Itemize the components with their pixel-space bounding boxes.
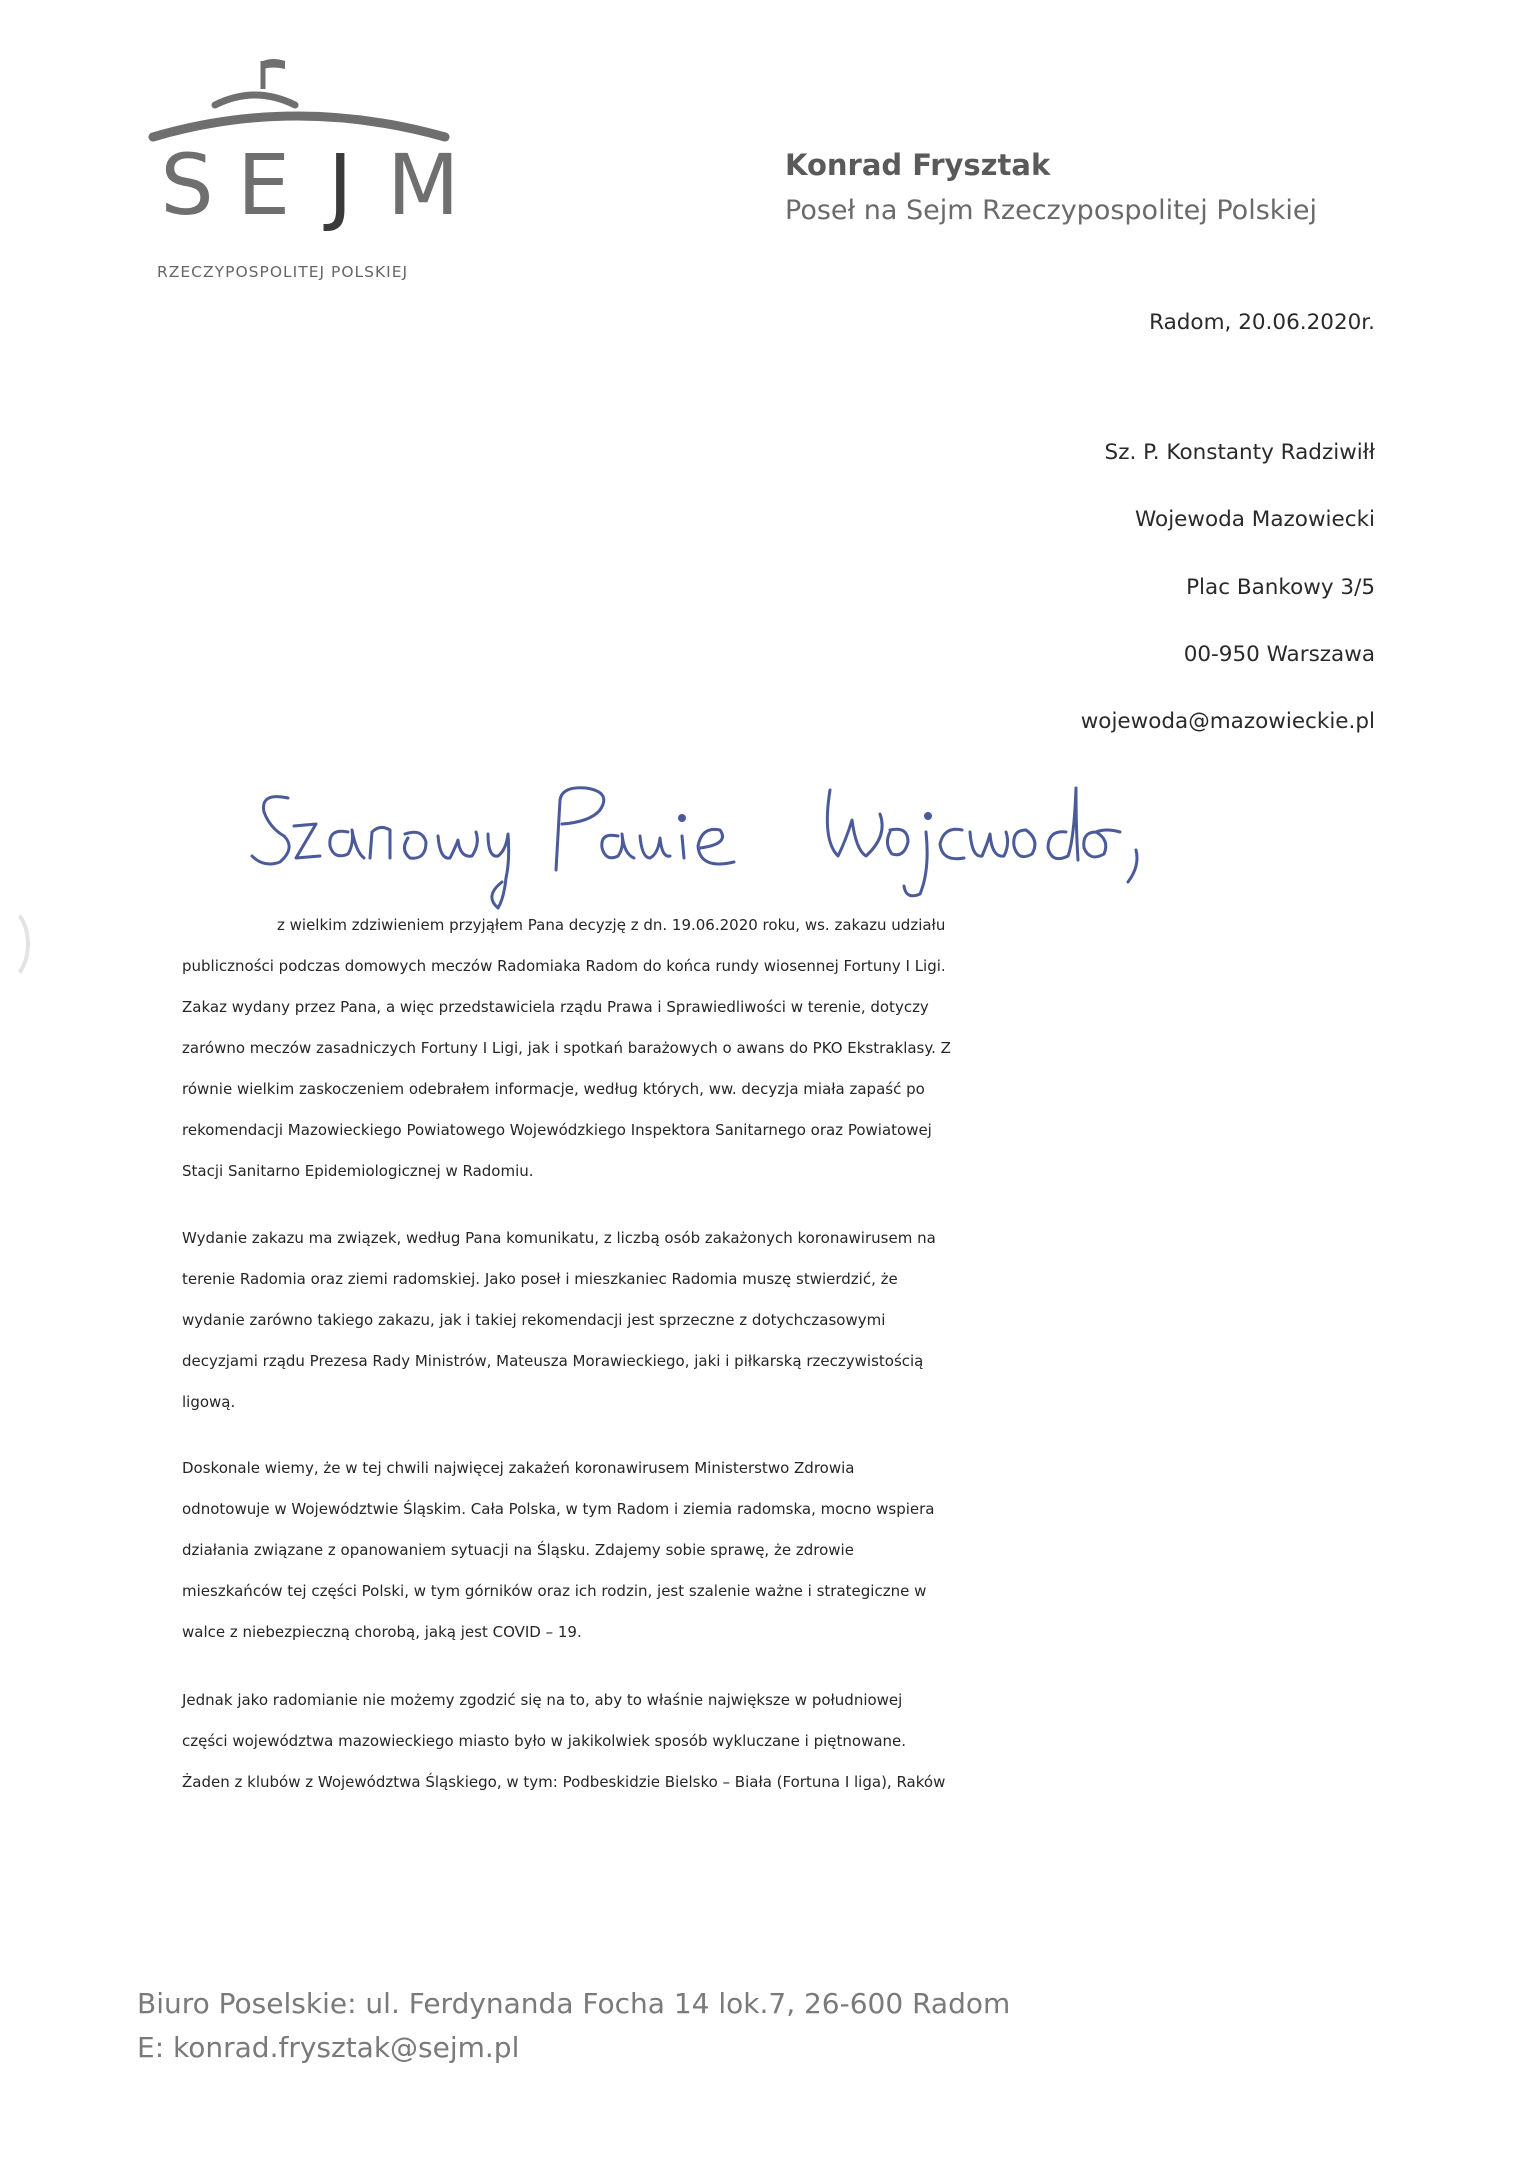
logo-letter: J — [327, 136, 353, 234]
logo-letter: E — [237, 136, 291, 234]
body-line: Wydanie zakazu ma związek, według Pana komunikatu, z liczbą osób zakażonych koronawirusem na — [182, 1229, 936, 1247]
letter-footer — [137, 1982, 1010, 2070]
sejm-logo — [145, 55, 460, 295]
recipient-street: Plac Bankowy 3/5 — [1186, 575, 1375, 600]
handwritten-greeting — [240, 770, 1300, 910]
sender-title: Poseł na Sejm Rzeczypospolitej Polskiej — [785, 195, 1318, 226]
recipient-position: Wojewoda Mazowiecki — [1135, 507, 1375, 532]
body-line: publiczności podczas domowych meczów Radomiaka Radom do końca rundy wiosennej Fortuny I Ligi. — [182, 957, 946, 975]
logo-subtitle: RZECZYPOSPOLITEJ POLSKIEJ — [157, 263, 409, 281]
body-line: Doskonale wiemy, że w tej chwili najwięcej zakażeń koronawirusem Ministerstwo Zdrowia — [182, 1459, 855, 1477]
body-line: równie wielkim zaskoczeniem odebrałem informacje, według których, ww. decyzja miała zapaść po — [182, 1080, 925, 1098]
sejm-wordmark — [157, 136, 460, 234]
sender-name: Konrad Frysztak — [785, 148, 1051, 182]
body-line: mieszkańców tej części Polski, w tym górników oraz ich rodzin, jest szalenie ważne i strategiczne w — [182, 1582, 927, 1600]
body-paragraph-4 — [182, 1680, 1382, 1803]
body-line: wydanie zarówno takiego zakazu, jak i takiej rekomendacji jest sprzeczne z dotychczasowymi — [182, 1311, 886, 1329]
body-paragraph-1 — [182, 905, 1382, 1192]
logo-letter: S — [160, 136, 214, 234]
body-line: odnotowuje w Województwie Śląskim. Cała Polska, w tym Radom i ziemia radomska, mocno wspiera — [182, 1500, 935, 1518]
body-line: decyzjami rządu Prezesa Rady Ministrów, Mateusza Morawieckiego, jaki i piłkarską rzeczywistością — [182, 1352, 924, 1370]
body-paragraph-3 — [182, 1448, 1382, 1653]
body-line: ligową. — [182, 1393, 236, 1411]
body-paragraph-2 — [182, 1218, 1382, 1423]
body-line: Żaden z klubów z Województwa Śląskiego, w tym: Podbeskidzie Bielsko – Biała (Fortuna I liga), Raków — [182, 1773, 946, 1791]
recipient-city: 00-950 Warszawa — [1183, 642, 1375, 667]
body-line: Jednak jako radomianie nie możemy zgodzić się na to, aby to właśnie największe w południowej — [182, 1691, 903, 1709]
body-line: Zakaz wydany przez Pana, a więc przedstawiciela rządu Prawa i Sprawiedliwości w terenie, dotyczy — [182, 998, 929, 1016]
footer-email[interactable]: E: konrad.frysztak@sejm.pl — [137, 2031, 520, 2064]
body-line: z wielkim zdziwieniem przyjąłem Pana decyzję z dn. 19.06.2020 roku, ws. zakazu udziału — [277, 916, 946, 934]
body-line: zarówno meczów zasadniczych Fortuny I Ligi, jak i spotkań barażowych o awans do PKO Ekstraklasy. Z — [182, 1039, 951, 1057]
recipient-email[interactable]: wojewoda@mazowieckie.pl — [1080, 709, 1375, 734]
letter-date: Radom, 20.06.2020r. — [1149, 310, 1375, 335]
body-line: terenie Radomia oraz ziemi radomskiej. Jako poseł i mieszkaniec Radomia muszę stwierdzić, że — [182, 1270, 898, 1288]
footer-office-address: Biuro Poselskie: ul. Ferdynanda Focha 14 lok.7, 26-600 Radom — [137, 1987, 1011, 2020]
body-line: rekomendacji Mazowieckiego Powiatowego Wojewódzkiego Inspektora Sanitarnego oraz Powiatowej — [182, 1121, 932, 1139]
body-line: Stacji Sanitarno Epidemiologicznej w Radomiu. — [182, 1162, 534, 1180]
logo-letter: M — [386, 136, 460, 234]
handwriting-signature-icon — [240, 770, 1300, 910]
body-line: walce z niebezpieczną chorobą, jaką jest COVID – 19. — [182, 1623, 582, 1641]
page-edge-artifact — [0, 905, 30, 983]
body-line: części województwa mazowieckiego miasto było w jakikolwiek sposób wykluczane i piętnowane. — [182, 1732, 907, 1750]
recipient-name: Sz. P. Konstanty Radziwiłł — [1104, 440, 1375, 465]
body-line: działania związane z opanowaniem sytuacji na Śląsku. Zdajemy sobie sprawę, że zdrowie — [182, 1541, 854, 1559]
